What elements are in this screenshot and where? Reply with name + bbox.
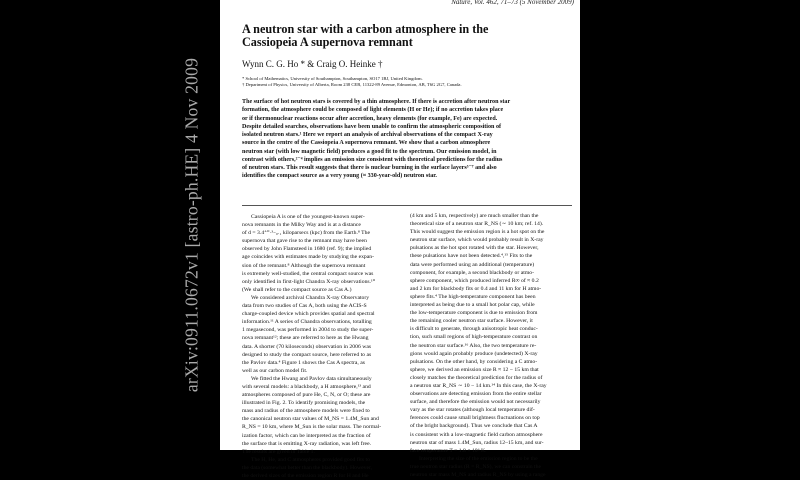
text-line: tion, such small regions of high-temperature contrast on — [410, 334, 538, 341]
text-line: information.¹¹ A series of Chandra observations, totalling — [242, 319, 372, 326]
title-line: A neutron star with a carbon atmosphere in the — [242, 22, 489, 36]
text-line: observations are detecting emission from the entire stellar — [410, 391, 542, 398]
abstract-line: The surface of hot neutron stars is covered by a thin atmosphere. If there is accretion after neutron star — [242, 99, 511, 105]
text-line: theoretical size of a neutron star R_NS (∼ 10 km; ref. 14). — [410, 221, 544, 228]
text-line: sphere component, which produced inferred R∞ of ≈ 0.2 — [410, 277, 539, 284]
text-line: data. A shorter (70 kiloseconds) observation in 2006 was — [242, 343, 372, 350]
author-list: Wynn C. G. Ho * & Craig O. Heinke † — [242, 59, 383, 69]
abstract-line: Despite detailed searches, observations have been unable to confirm the atmospheric composition of — [242, 123, 502, 130]
text-line: the data (somewhat better than the blackbody). However, — [242, 464, 373, 471]
text-line: with several models: a blackbody, a H atmosphere,¹³ and — [242, 383, 371, 390]
text-line: the Pavlov data.⁴ Figure 1 shows the Cas A spectra, as — [242, 359, 365, 366]
text-line: gions would again probably produce (undetected) X-ray — [410, 350, 538, 357]
text-line: neutron star of mass 1.4M_Sun, radius 12–15 km, and sur- — [410, 439, 544, 446]
text-line: pulsations. On the other hand, by considering a C atmo- — [410, 358, 538, 365]
text-line: illustrated in Fig. 2. To identify promising models, the — [242, 400, 366, 407]
text-line: sphere fits.⁴ The high-temperature component has been — [410, 293, 536, 300]
text-line: atmospheres composed of pure He, C, N, or O; these are — [242, 392, 371, 399]
affiliation: † Department of Physics, University of Alberta, Room 238 CEB, 11322-89 Avenue, Edmonton, AB, T6G 2G7, Canada. — [242, 82, 462, 87]
text-line: The results are given in Table 1. — [242, 448, 315, 455]
text-line: the low-temperature component is due to emission from — [410, 310, 538, 317]
text-line: nova remnants in the Milky Way and is at a distance — [242, 222, 361, 229]
abstract-line: contrast with others,²⁻⁴ implies an emission size consistent with theoretical predictions for the radius — [242, 156, 503, 163]
text-line: vary as the star rotates (although local temperature dif- — [410, 407, 535, 414]
paper-title — [242, 23, 572, 49]
text-line: true neutron star radius (R = R_NS), we can constrain the — [410, 463, 541, 470]
text-line: these pulsations have not been detected.⁴,¹⁵ Fits to the — [410, 253, 533, 260]
text-line: We fitted the Hwang and Pavlov data simultaneously — [251, 375, 372, 382]
text-line: 1 megasecond, was performed in 2004 to study the super- — [242, 327, 374, 334]
affiliation: * School of Mathematics, University of Southampton, Southampton, SO17 1BJ, United Kingdom. — [242, 76, 423, 81]
text-line: of the bright background). Thus we conclude that Cas A — [410, 423, 538, 430]
text-line: (We shall refer to the compact source as Cas A.) — [242, 286, 352, 293]
text-line: Interpreting the size of the emission region to be the — [419, 455, 538, 462]
text-line: only identified in first-light Chandra X-ray observations.¹⁰ — [242, 278, 376, 285]
text-line: ferences could cause small brightness fluctuations on top — [410, 415, 540, 422]
text-line: face temperature T = 1.8 × 10⁶ K. — [410, 447, 487, 454]
text-line: ization factor, which can be interpreted as the fraction of — [242, 432, 371, 439]
text-line: age coincides with estimates made by studying the expan- — [242, 254, 375, 261]
text-line: the remaining cooler neutron star surface. However, it — [410, 318, 533, 325]
abstract-divider — [242, 205, 572, 206]
text-line: is difficult to generate, through anisotropic heat conduc- — [410, 326, 538, 333]
text-line: interpreted as being due to a small hot polar cap, while — [410, 302, 535, 309]
text-line: sion of the remnant.⁸ Although the supernova remnant — [242, 262, 366, 269]
text-line: Cassiopeia A is one of the youngest-known super- — [251, 214, 365, 220]
text-line: The H, He, and C atmospheres provided good fits to — [251, 456, 370, 463]
text-line: closely matches the theoretical prediction for the radius of — [410, 374, 543, 381]
text-line: charge-coupled device which provides spatial and spectral — [242, 311, 375, 318]
text-line: sphere, we derived an emission size R ≈ 12 − 15 km that — [410, 366, 539, 373]
text-line: of d = 3.4⁺⁰·³₋₀.₁ kiloparsecs (kpc) from the Earth.⁸ The — [242, 230, 371, 237]
text-line: pulsations as the hot spot rotated with the star. However, — [410, 245, 539, 252]
text-line: We considered archival Chandra X-ray Observatory — [251, 294, 370, 301]
text-line: is extremely well-studied, the central compact source was — [242, 270, 374, 277]
text-line: and 2 km for blackbody fits or 0.4 and 11 km for H atmo- — [410, 285, 542, 292]
abstract-line: or if thermonuclear reactions occur after accretion, heavy elements (for example, Fe) are expected. — [242, 115, 498, 122]
text-line: the derived sizes of the emission region R for H and He — [242, 473, 369, 479]
text-line: surface, and therefore the emission would not necessarily — [410, 399, 541, 406]
abstract-line: isolated neutron stars.¹ Here we report an analysis of archival observations of the compact X-ray — [242, 132, 493, 138]
text-line: mass and radius of the atmosphere models were fixed to — [242, 408, 370, 415]
body-column-left — [242, 213, 404, 480]
text-line: data from two studies of Cas A, both using the ACIS-S — [242, 303, 367, 310]
text-line: supernova that gave rise to the remnant may have been — [242, 238, 367, 245]
text-line: designed to study the compact source, here referred to as — [242, 351, 372, 358]
abstract-line: identifies the compact source as a very young (≈ 330-year-old) neutron star. — [242, 173, 437, 180]
journal-reference: Nature, Vol. 462, 71–73 (5 November 2009) — [451, 0, 574, 6]
body-column-right — [410, 212, 572, 479]
text-line: the neutron star surface.¹⁶ Also, the two temperature re- — [410, 342, 537, 349]
text-line: the canonical neutron star values of M_NS = 1.4M_Sun and — [242, 416, 379, 423]
text-line: neutron star mass M_NS and radius R_NS by using a range — [410, 472, 546, 478]
text-line: (4 km and 5 km, respectively) are much smaller than the — [410, 213, 539, 219]
text-line: is consistent with a low-magnetic field carbon atmosphere — [410, 431, 543, 438]
abstract-line: source in the centre of the Cassiopeia A supernova remnant. We show that a carbon atmosphere — [242, 140, 491, 147]
text-line: the surface that is emitting X-ray radiation, was left free. — [242, 440, 372, 447]
paper-page — [220, 0, 580, 479]
text-line: neutron star surface, which would probably result in X-ray — [410, 237, 544, 244]
abstract — [242, 98, 576, 181]
title-line: Cassiopeia A supernova remnant — [242, 35, 413, 49]
text-line: data were performed using an additional (temperature) — [410, 261, 535, 268]
abstract-line: formation, the atmosphere could be composed of light elements (H or He); if no accretion takes place — [242, 107, 504, 114]
text-line: a neutron star R_NS ∼ 10 − 14 km.¹⁴ In this case, the X-ray — [410, 382, 547, 389]
text-line: This would suggest the emission region is a hot spot on the — [410, 229, 545, 236]
text-line: R_NS = 10 km, where M_Sun is the solar mass. The normal- — [242, 424, 382, 431]
abstract-line: of neutron stars. This result suggests that there is nuclear burning in the surface layers⁵⁻⁷ and also — [242, 165, 497, 171]
text-line: observed by John Flamsteed in 1680 (ref. 9); the implied — [242, 246, 372, 253]
arxiv-stamp-text: arXiv:0911.0672v1 [astro-ph.HE] 4 Nov 2009 — [181, 57, 202, 393]
abstract-line: neutron star (with low magnetic field) produces a good fit to the spectrum. Our emission model, in — [242, 148, 497, 155]
text-line: nova remnant¹²; these are referred to here as the Hwang — [242, 335, 369, 342]
text-line: component, for example, a second blackbody or atmo- — [410, 269, 534, 276]
text-line: well as our carbon model fit. — [242, 367, 308, 374]
